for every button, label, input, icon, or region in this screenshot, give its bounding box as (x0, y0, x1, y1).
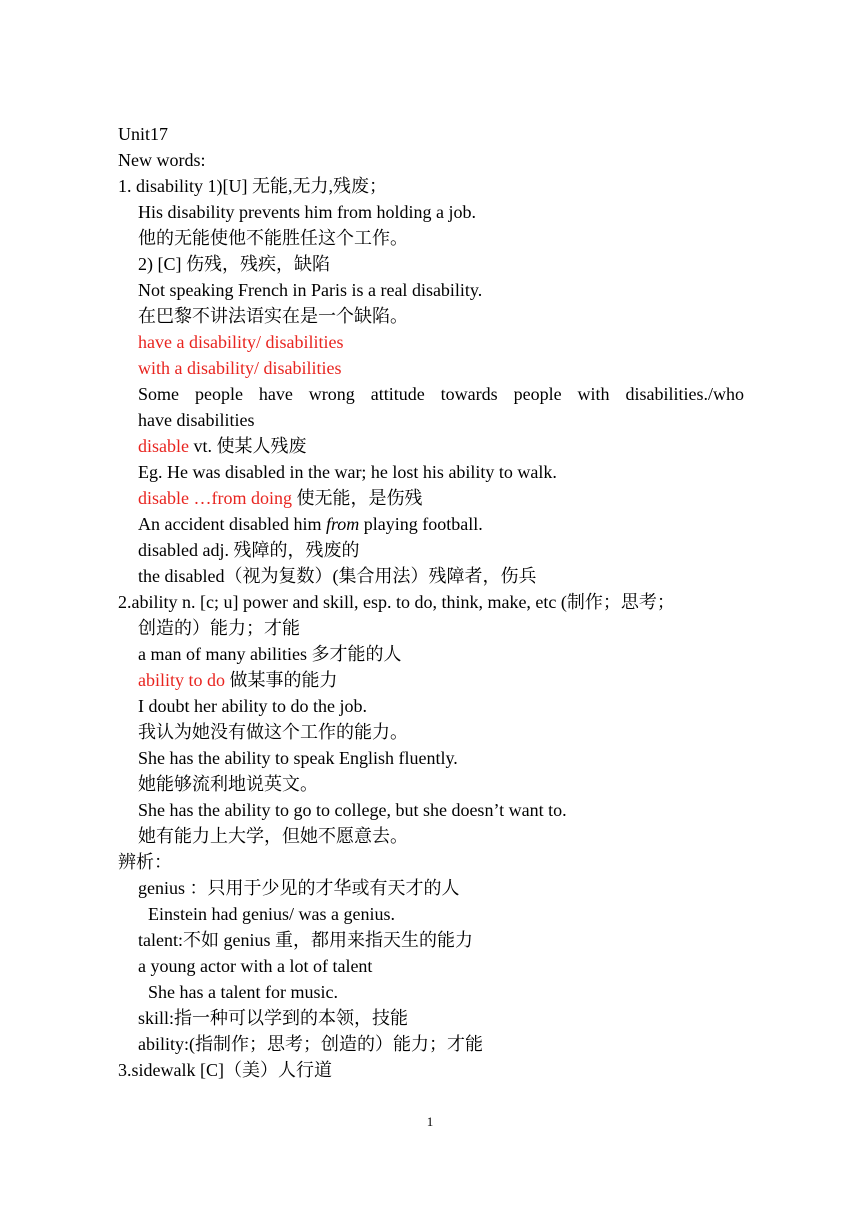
word: disabilities./who (625, 384, 744, 404)
entry-2-example-3-en: She has the ability to speak English fluently. (138, 748, 458, 768)
section-heading: New words: (118, 150, 206, 170)
word: attitude (370, 384, 425, 404)
page-number: 1 (426, 1114, 434, 1129)
entry-1-example-2-zh: 在巴黎不讲法语实在是一个缺陷。 (138, 306, 408, 326)
ability-to-do-word: ability to do (138, 670, 225, 690)
entry-2-example-3-zh: 她能够流利地说英文。 (138, 774, 318, 794)
word: Some (138, 384, 180, 404)
entry-1-example-4: Eg. He was disabled in the war; he lost his ability to walk. (138, 462, 557, 482)
entry-2-example-2-en: I doubt her ability to do the job. (138, 696, 367, 716)
analysis-ability: ability:(指制作；思考；创造的）能力；才能 (138, 1034, 483, 1054)
entry-2-example-2-zh: 我认为她没有做这个工作的能力。 (138, 722, 408, 742)
analysis-title: 辨析： (118, 852, 172, 872)
entry-2-example-1: a man of many abilities 多才能的人 (138, 644, 402, 664)
analysis-talent: talent:不如 genius 重，都用来指天生的能力 (138, 930, 473, 950)
word: people (194, 384, 243, 404)
document-body (0, 121, 860, 1083)
entry-2-example-4-en: She has the ability to go to college, but she doesn’t want to. (138, 800, 567, 820)
word: towards (440, 384, 498, 404)
phrase-with-disability: with a disability/ disabilities (138, 358, 342, 378)
disable-from-zh: 使无能，是伤残 (291, 488, 423, 508)
word: wrong (308, 384, 355, 404)
example-5-part-a: An accident disabled him (138, 514, 326, 534)
entry-1-example-5 (0, 511, 860, 537)
analysis-genius-example: Einstein had genius/ was a genius. (148, 904, 395, 924)
entry-2-example-4-zh: 她有能力上大学，但她不愿意去。 (138, 826, 408, 846)
entry-1-sense-2: 2) [C] 伤残，残疾，缺陷 (138, 254, 330, 274)
entry-1-example-1-en: His disability prevents him from holding a job. (138, 202, 476, 222)
ability-to-do-phrase (0, 667, 860, 693)
example-5-italic: from (325, 514, 360, 534)
unit-title: Unit17 (118, 124, 169, 144)
entry-1-example-3 (0, 381, 744, 407)
entry-1-example-3-cont: have disabilities (138, 410, 255, 430)
entry-1-head: 1. disability 1)[U] 无能,无力,残废； (118, 176, 387, 196)
analysis-talent-example-2: She has a talent for music. (148, 982, 338, 1002)
analysis-skill: skill:指一种可以学到的本领，技能 (138, 1008, 409, 1028)
word: with (577, 384, 610, 404)
disable-from-word: disable …from doing (138, 488, 292, 508)
analysis-genius: genius ：只用于少见的才华或有天才的人 (138, 878, 460, 898)
entry-1-example-1-zh: 他的无能使他不能胜任这个工作。 (138, 228, 408, 248)
entry-2-head: 2.ability n. [c; u] power and skill, esp. to do, think, make, etc (制作；思考； (118, 592, 675, 612)
disable-from-phrase (0, 485, 860, 511)
analysis-talent-example-1: a young actor with a lot of talent (138, 956, 373, 976)
word: people (513, 384, 562, 404)
the-disabled: the disabled（视为复数）(集合用法）残障者，伤兵 (138, 566, 537, 586)
word: have (258, 384, 293, 404)
entry-3-head: 3.sidewalk [C]（美）人行道 (118, 1060, 332, 1080)
disabled-adj: disabled adj. 残障的，残废的 (138, 540, 360, 560)
example-5-part-b: playing football. (359, 514, 483, 534)
disable-word: disable (138, 436, 189, 456)
entry-1-example-2-en: Not speaking French in Paris is a real disability. (138, 280, 483, 300)
ability-to-do-zh: 做某事的能力 (225, 670, 338, 690)
entry-2-head-cont: 创造的）能力；才能 (138, 618, 300, 638)
phrase-have-disability: have a disability/ disabilities (138, 332, 344, 352)
disable-definition (0, 433, 860, 459)
disable-rest: vt. 使某人残废 (189, 436, 307, 456)
